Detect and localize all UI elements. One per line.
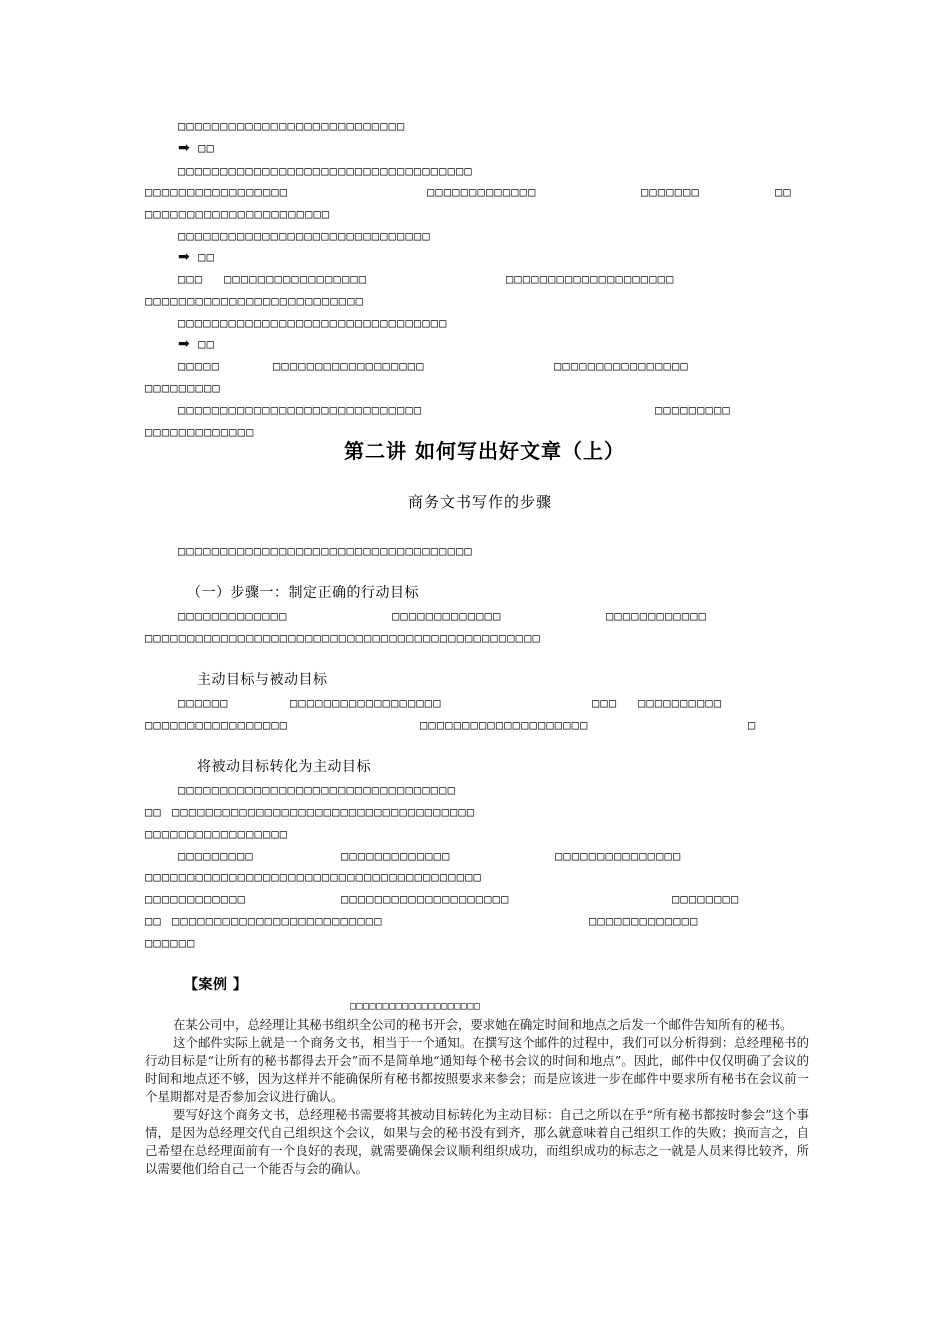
body-line: □□□□□□□□□□□□ xyxy=(145,892,247,906)
arrow-bullet-line xyxy=(178,336,215,352)
body-line: □□□□□□□□□□□□□□□□□□□□ xyxy=(506,272,675,286)
body-line: □□□□□□□□□ xyxy=(655,403,731,417)
section-title: 商务文书写作的步骤 xyxy=(408,493,553,511)
bullet-text: □□ xyxy=(198,141,216,155)
body-line: □ xyxy=(748,718,757,732)
body-line: □□□□□□□□□□□□□□□□□□□□□□□□□□□□□□□□□□□ xyxy=(178,164,473,178)
body-line: □□□□□□□□□□□□□ xyxy=(392,609,502,623)
arrow-bullet-line xyxy=(178,249,215,265)
body-line: □□□□□□□□□□□□□□□□□□ xyxy=(290,696,442,710)
body-line: □□ xyxy=(145,914,162,928)
body-line: □□□□□□□□□□□□□□□□□□□□ xyxy=(420,718,589,732)
body-line: □□□□□□□□□□□□□ xyxy=(589,914,699,928)
body-line: □□□□□□□□□□□□□□□□□□□□ xyxy=(341,892,510,906)
subheading: 主动目标与被动目标 xyxy=(197,672,328,688)
lecture-title: 第二讲 如何写出好文章（上） xyxy=(344,439,625,463)
case-title: □□□□□□□□□□□□□□□□□□□□ xyxy=(350,1001,481,1012)
case-body xyxy=(145,1016,809,1178)
body-line: □□□□□□□□□□□□□□□□□□□□□□□□□□□□□□□□□□□□ xyxy=(172,805,476,819)
body-line: □□□□□□□□□□□□□□□□□□□□□□□□□ xyxy=(172,914,383,928)
body-line: □□□□□□□□□□□□□□□□□ xyxy=(145,827,289,841)
body-line: □□□□□□□□□□□□□□□□□□□□□□□□□□ xyxy=(145,294,365,308)
bullet-text: □□ xyxy=(198,250,216,264)
body-line: □□□ xyxy=(178,272,204,286)
step-heading: （一）步骤一：制定正确的行动目标 xyxy=(187,585,419,601)
body-line: □□□ xyxy=(592,696,618,710)
right-arrow-icon: ➡ xyxy=(178,336,190,352)
body-line: □□□□□□□□□□□□□□□□□□□□□□ xyxy=(145,207,331,221)
body-line: □□□□□□□□□□□□□□□□□□□□□□□□□□□□□□ xyxy=(178,229,431,243)
body-line: □□□□□□□□□ xyxy=(178,849,254,863)
body-line: □□□□□□□□□□□□□□□□□□□□□□□□□□□□□□□□□ xyxy=(178,783,457,797)
case-paragraph: 这个邮件实际上就是一个商务文书，相当于一个通知。在撰写这个邮件的过程中，我们可以分析得到：总经理秘书的行动目标是“让所有的秘书都得去开会”而不是简单地“通知每个秘书会议的时间和地点”。因此，邮件中仅仅明确了会议的时间和地点还不够，因为这样并不能确保所有秘书都按照要求来参会；而是应该进一步在邮件中要求所有秘书在会议前一个星期都对是否参加会议进行确认。 xyxy=(145,1035,809,1104)
case-paragraph: 要写好这个商务文书，总经理秘书需要将其被动目标转化为主动目标：自己之所以在乎“所有秘书都按时参会”这个事情，是因为总经理交代自己组织这个会议，如果与会的秘书没有到齐，那么就意味着自己组织工作的失败；换而言之，自己希望在总经理面前有一个良好的表现，就需要确保会议顺利组织成功，而组织成功的标志之一就是人员来得比较齐，所以需要他们给自己一个能否与会的确认。 xyxy=(145,1107,809,1176)
body-line: □□ xyxy=(775,185,792,199)
body-line: □□ xyxy=(145,805,162,819)
body-line: □□□□□□□□□□□□□□□□□□□□□□□□□□□□□□□□□□□□□□□□ xyxy=(145,870,482,884)
body-line: □□□□□□□ xyxy=(641,185,700,199)
body-line: □□□□□□□□□□□□□ xyxy=(341,849,451,863)
body-line: □□□□□□□□□□□□□□□□□□ xyxy=(273,359,425,373)
body-line: □□□□□□ xyxy=(178,696,229,710)
body-line: □□□□□□□□□□□□□□□□□□□□□□□□□□□□□□□□□□□□□□□□□□□□□□□ xyxy=(145,631,541,645)
case-paragraph: 在某公司中，总经理让其秘书组织全公司的秘书开会，要求她在确定时间和地点之后发一个邮件告知所有的秘书。 xyxy=(173,1017,793,1032)
body-line: □□□□□□□□□□□□□ xyxy=(178,609,288,623)
body-line: □□□□□□□□□□□□□□□□□ xyxy=(145,718,289,732)
arrow-bullet-line xyxy=(178,140,215,156)
body-line: □□□□□□□□□□□□□ xyxy=(145,425,255,439)
right-arrow-icon: ➡ xyxy=(178,249,190,265)
body-line: □□□□□□□□□□□□□□□□□□□□□□□□□□□□□ xyxy=(178,403,423,417)
bullet-text: □□ xyxy=(198,337,216,351)
body-line: □□□□□□□□□□□□□ xyxy=(427,185,537,199)
body-line: □□□□□□□□□□□□□□□□□□□□□□□□□□□□□□□□ xyxy=(178,316,448,330)
body-line: □□□□□□□□□□□□ xyxy=(606,609,708,623)
right-arrow-icon: ➡ xyxy=(178,140,190,156)
body-line: □□□□□□□□□□□□□□□□□ xyxy=(145,185,289,199)
body-line: □□□□□□□□□□□□□□□□□□□□□□□□□□□□□□□□□□□ xyxy=(178,544,473,558)
body-line: □□□□□□□□□□□□□□□□ xyxy=(554,359,689,373)
body-line: □□□□□□□□ xyxy=(672,892,740,906)
body-line: □□□□□□□□□ xyxy=(145,381,221,395)
body-line: □□□□□□ xyxy=(145,936,196,950)
body-line: □□□□□□□□□□□□□□□□□ xyxy=(224,272,368,286)
case-label: 【案例 】 xyxy=(184,977,248,993)
body-line: □□□□□□□□□□ xyxy=(638,696,723,710)
body-line: □□□□□□□□□□□□□□□□□□□□□□□□□□□ xyxy=(178,119,406,133)
body-line: □□□□□□□□□□□□□□□ xyxy=(555,849,682,863)
subheading: 将被动目标转化为主动目标 xyxy=(197,759,371,775)
body-line: □□□□□ xyxy=(178,359,221,373)
